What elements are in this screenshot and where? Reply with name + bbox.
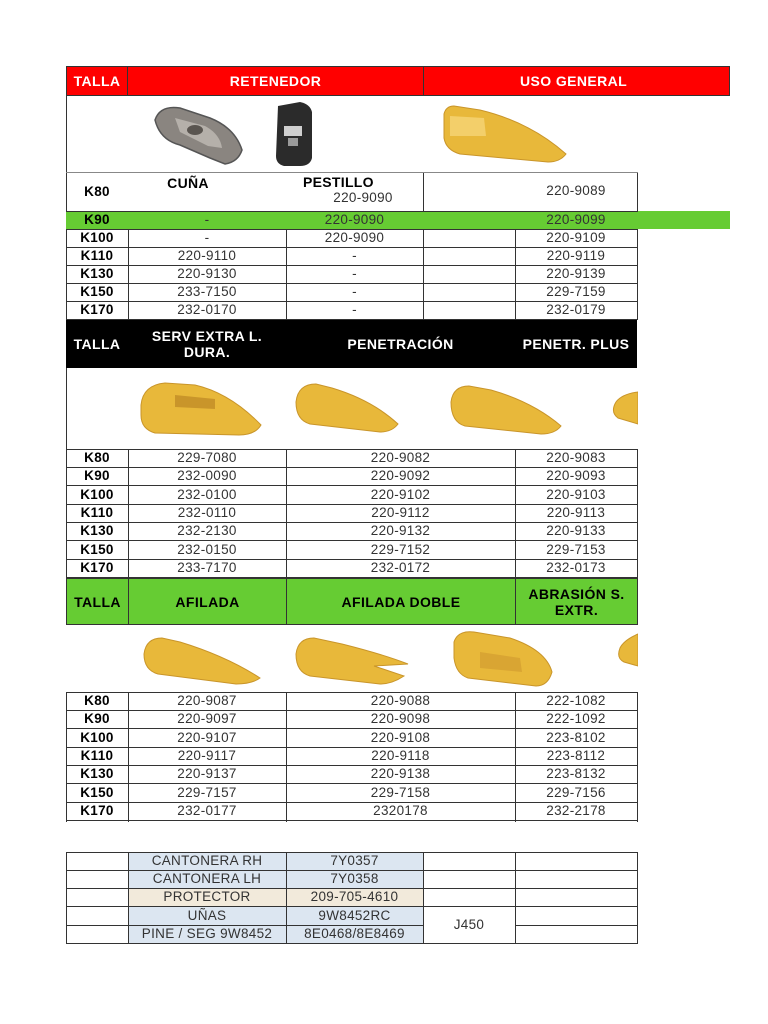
penetr-plus-cell: 220-9113 [546, 504, 606, 520]
pestillo-cell: 220-9090 [324, 212, 385, 227]
pestillo-cell: 220-9090 [333, 190, 393, 205]
talla-cell: K90 [84, 711, 110, 727]
talla-cell: K110 [80, 504, 114, 520]
cuna-cell: - [204, 230, 210, 245]
part-code-cell: 209-705-4610 [310, 889, 399, 905]
row-divider [66, 820, 638, 821]
serv-extra-cell: 232-0100 [177, 486, 237, 502]
header-serv-extra: SERV EXTRA L. DURA. [128, 320, 286, 368]
part-code-cell: 7Y0358 [330, 871, 379, 887]
header-afilada: AFILADA [128, 578, 287, 625]
talla-cell: K130 [80, 766, 114, 782]
part-code-cell: 9W8452RC [318, 907, 391, 923]
bucket-tooth-icon [440, 102, 570, 166]
uso-cell: 220-9099 [546, 212, 606, 227]
talla-cell: K90 [84, 212, 110, 227]
abrasion-cell: 232-2178 [546, 802, 606, 818]
label-cuna: CUÑA [167, 175, 209, 191]
bucket-tooth-icon [292, 632, 412, 688]
afilada-doble-cell: 220-9138 [370, 766, 431, 782]
talla-cell: K80 [84, 184, 110, 199]
afilada-doble-cell: 220-9098 [370, 711, 431, 727]
talla-cell: K170 [80, 302, 114, 317]
afilada-doble-cell: 220-9088 [370, 693, 431, 708]
bucket-tooth-icon [447, 380, 565, 438]
abrasion-cell: 223-8102 [546, 729, 606, 745]
talla-cell: K100 [80, 486, 114, 502]
afilada-cell: 220-9087 [177, 693, 237, 708]
row-divider [66, 172, 638, 173]
bucket-tooth-icon [135, 375, 265, 443]
abrasion-cell: 222-1082 [546, 693, 606, 708]
penetracion-cell: 220-9102 [370, 486, 431, 502]
talla-cell: K150 [80, 284, 114, 299]
cuna-cell: 232-0170 [177, 302, 237, 317]
afilada-doble-cell: 229-7158 [370, 784, 431, 800]
serv-extra-cell: 232-0150 [177, 541, 237, 557]
cuna-cell: 233-7150 [177, 284, 237, 299]
label-pestillo: PESTILLO [303, 174, 374, 190]
penetr-plus-cell: 220-9083 [546, 450, 606, 465]
header-talla: TALLA [66, 320, 128, 368]
header-penetracion: PENETRACIÓN [286, 320, 515, 368]
talla-cell: K100 [80, 230, 114, 245]
part-name-cell: PINE / SEG 9W8452 [141, 925, 273, 941]
talla-cell: K110 [80, 747, 114, 763]
row-divider [515, 925, 638, 926]
pestillo-cell: - [352, 248, 357, 263]
afilada-cell: 220-9097 [177, 711, 237, 727]
wedge-adapter-icon [150, 100, 245, 170]
talla-cell: K170 [80, 802, 114, 818]
penetracion-cell: 232-0172 [370, 559, 431, 575]
cuna-cell: 220-9110 [177, 248, 237, 263]
cuna-cell: - [204, 212, 210, 227]
talla-cell: K90 [84, 468, 110, 484]
header-retenedor: RETENEDOR [128, 66, 423, 96]
serv-extra-cell: 232-0110 [177, 504, 237, 520]
uso-cell: 220-9139 [546, 266, 606, 281]
bucket-tooth-icon [450, 628, 556, 690]
abrasion-cell: 223-8132 [546, 766, 606, 782]
part-code-cell: 7Y0357 [330, 853, 379, 868]
pestillo-cell: - [352, 302, 357, 317]
talla-cell: K80 [84, 693, 110, 708]
afilada-cell: 220-9137 [177, 766, 237, 782]
serv-extra-cell: 229-7080 [177, 450, 237, 465]
penetr-plus-cell: 220-9093 [546, 468, 606, 484]
afilada-cell: 232-0177 [177, 802, 237, 818]
part-name-cell: CANTONERA LH [152, 871, 262, 887]
uso-cell: 229-7159 [546, 284, 606, 299]
serv-extra-cell: 233-7170 [177, 559, 237, 575]
header-afilada-doble: AFILADA DOBLE [286, 578, 516, 625]
talla-cell: K100 [80, 729, 114, 745]
penetr-plus-cell: 220-9103 [546, 486, 606, 502]
talla-cell: K110 [80, 248, 114, 263]
uso-cell: 220-9089 [546, 183, 606, 198]
talla-cell: K130 [80, 523, 114, 539]
abrasion-cell: 222-1092 [546, 711, 606, 727]
bucket-tooth-icon [140, 632, 264, 686]
pestillo-cell: - [352, 266, 357, 281]
uso-cell: 220-9109 [546, 230, 606, 245]
afilada-cell: 220-9107 [177, 729, 237, 745]
penetr-plus-cell: 229-7153 [546, 541, 606, 557]
pestillo-cell: - [352, 284, 357, 299]
bucket-tooth-icon [292, 380, 402, 436]
serv-extra-cell: 232-0090 [177, 468, 237, 484]
talla-cell: K150 [80, 541, 114, 557]
part-code-cell: 8E0468/8E8469 [304, 925, 405, 941]
afilada-cell: 220-9117 [177, 747, 237, 763]
header-penetr-plus: PENETR. PLUS [515, 320, 637, 368]
uso-cell: 220-9119 [546, 248, 606, 263]
penetracion-cell: 229-7152 [370, 541, 431, 557]
row-divider [66, 943, 638, 944]
penetracion-cell: 220-9092 [370, 468, 431, 484]
bucket-tooth-icon [614, 630, 638, 670]
row-divider [66, 211, 638, 212]
penetr-plus-cell: 232-0173 [546, 559, 606, 575]
serv-extra-cell: 232-2130 [177, 523, 237, 539]
cuna-cell: 220-9130 [177, 266, 237, 281]
penetracion-cell: 220-9132 [370, 523, 431, 539]
afilada-doble-cell: 2320178 [373, 802, 428, 818]
pestillo-cell: 220-9090 [324, 230, 385, 245]
uso-cell: 232-0179 [546, 302, 606, 317]
header-talla: TALLA [66, 66, 128, 96]
abrasion-cell: 223-8112 [546, 747, 606, 763]
afilada-cell: 229-7157 [177, 784, 237, 800]
bucket-tooth-icon [608, 388, 638, 428]
header-uso-general: USO GENERAL [423, 66, 730, 96]
penetracion-cell: 220-9082 [370, 450, 431, 465]
penetracion-cell: 220-9112 [371, 504, 430, 520]
latch-pin-icon [270, 100, 318, 170]
header-talla: TALLA [66, 578, 129, 625]
penetr-plus-cell: 220-9133 [546, 523, 606, 539]
part-name-cell: PROTECTOR [163, 889, 251, 905]
header-abrasion: ABRASIÓN S. EXTR. [515, 578, 638, 625]
talla-cell: K80 [84, 450, 110, 465]
talla-cell: K130 [80, 266, 114, 281]
abrasion-cell: 229-7156 [546, 784, 606, 800]
talla-cell: K150 [80, 784, 114, 800]
model-label: J450 [453, 917, 485, 932]
part-name-cell: UÑAS [187, 907, 227, 923]
afilada-doble-cell: 220-9108 [370, 729, 431, 745]
afilada-doble-cell: 220-9118 [371, 747, 430, 763]
part-name-cell: CANTONERA RH [151, 853, 263, 868]
talla-cell: K170 [80, 559, 114, 575]
